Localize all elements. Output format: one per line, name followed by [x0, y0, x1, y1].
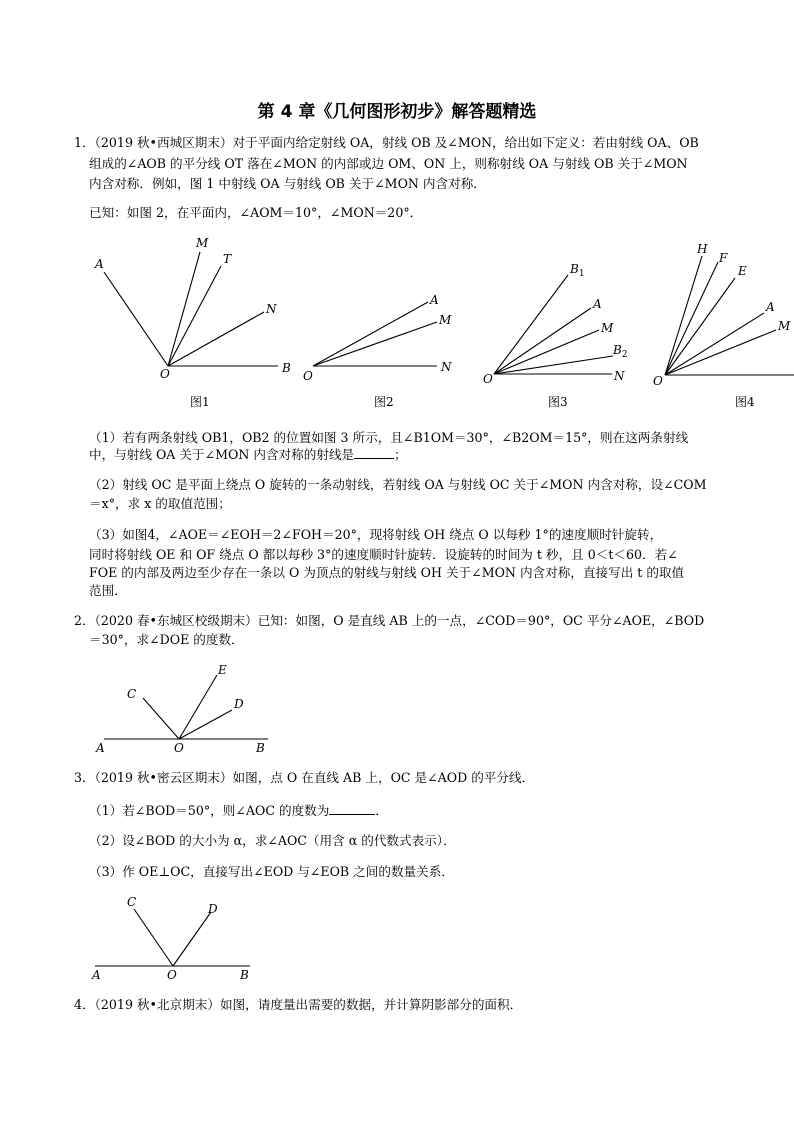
fig1-label-m: M	[196, 236, 209, 250]
fig3-label-o: O	[483, 372, 493, 386]
fig4-label-h: H	[697, 242, 708, 256]
q1-part2-line-1: （2）射线 OC 是平面上绕点 O 旋转的一条动射线，若射线 OA 与射线 OC 关于∠MON 内含对称，设∠COM	[89, 477, 707, 492]
fig3-label-b2: $B_2$	[613, 343, 628, 360]
q2-label-o: O	[174, 741, 184, 755]
q2-line-2: ＝30°，求∠DOE 的度数．	[89, 632, 244, 647]
q3-line-1: 3．（2019 秋•密云区期末）如图，点 O 在直线 AB 上，OC 是∠AOD 的平分线．	[74, 770, 535, 785]
fig1-label-a: A	[95, 257, 104, 271]
q3-label-b: B	[240, 968, 249, 982]
q3-part3: （3）作 OE⊥OC，直接写出∠EOD 与∠EOB 之间的数量关系．	[89, 864, 454, 879]
fig4-label-e: E	[738, 264, 747, 278]
q2-label-c: C	[127, 687, 137, 701]
q2-label-e: E	[218, 663, 227, 677]
q1-part3-line-1: （3）如图4，∠AOE＝∠EOH＝2∠FOH＝20°，现将射线 OH 绕点 O 以每秒 1°的速度顺时针旋转，	[89, 527, 663, 542]
fig4-label-a: A	[766, 300, 775, 314]
fig4-label-o: O	[653, 374, 663, 388]
q1-line-2: 组成的∠AOB 的平分线 OT 落在∠MON 的内部或边 OM、ON 上，则称射线 OA 与射线 OB 关于∠MON	[89, 156, 688, 171]
fig2-label-n: N	[441, 360, 452, 374]
fig3-label-m: M	[601, 321, 614, 335]
page-title: 第 4 章《几何图形初步》解答题精选	[257, 102, 537, 122]
fig1-caption: 图1	[190, 395, 210, 409]
q1-part1-line-1: （1）若有两条射线 OB1，OB2 的位置如图 3 所示，且∠B1OM＝30°，∠B2OM＝15°，则在这两条射线	[89, 430, 689, 445]
q1-part3-line-4: 范围．	[89, 583, 127, 598]
fig2-label-o: O	[303, 369, 313, 383]
q3-part1-text: （1）若∠BOD＝50°，则∠AOC 的度数为	[89, 803, 330, 818]
q2-label-d: D	[234, 697, 244, 711]
q4-line-1: 4．（2019 秋•北京期末）如图，请度量出需要的数据，并计算阴影部分的面积．	[74, 997, 523, 1012]
q1-part3-line-2: 同时将射线 OE 和 OF 绕点 O 都以每秒 3°的速度顺时针旋转．设旋转的时间为 t 秒，且 0＜t＜60．若∠	[89, 547, 678, 562]
q2-label-b: B	[256, 741, 265, 755]
fig3-label-b1: $B_1$	[570, 262, 585, 279]
q1-line-3: 内含对称．例如，图 1 中射线 OA 与射线 OB 关于∠MON 内含对称．	[89, 176, 486, 191]
q1-part1-text: 中，与射线 OA 关于∠MON 内含对称的射线是	[89, 447, 355, 462]
fig3-caption: 图3	[548, 395, 568, 409]
q3-label-a: A	[92, 968, 101, 982]
fig3-label-n: N	[614, 369, 625, 383]
fig2-label-a: A	[430, 293, 439, 307]
fig2-label-m: M	[439, 313, 452, 327]
fig1-label-o: O	[160, 367, 170, 381]
fig4-label-f: F	[719, 251, 728, 265]
q3-part2: （2）设∠BOD 的大小为 α，求∠AOC（用含 α 的代数式表示）．	[89, 833, 456, 848]
fig1-label-t: T	[223, 252, 232, 266]
fig1-label-n: N	[266, 302, 277, 316]
fig2-caption: 图2	[374, 395, 394, 409]
q3-part1-end: ．	[375, 803, 388, 818]
q1-line-1: 1．（2019 秋•西城区期末）对于平面内给定射线 OA，射线 OB 及∠MON，给出如下定义：若由射线 OA、OB	[74, 135, 699, 150]
q1-part3-line-3: FOE 的内部及两边至少存在一条以 O 为顶点的射线与射线 OH 关于∠MON 内含对称，直接写出 t 的取值	[89, 565, 685, 580]
q1-part1-end: ；	[394, 447, 407, 462]
q2-line-1: 2．（2020 春•东城区校级期末）已知：如图，O 是直线 AB 上的一点，∠COD＝90°，OC 平分∠AOE，∠BOD	[74, 613, 705, 628]
fig1-label-b: B	[282, 361, 291, 375]
q3-label-o: O	[167, 968, 177, 982]
q3-label-c: C	[127, 895, 137, 909]
fig3-label-a: A	[593, 297, 602, 311]
fig4-label-m: M	[778, 319, 791, 333]
q1-part2-line-2: ＝x°，求 x 的取值范围；	[89, 496, 231, 511]
q3-label-d: D	[208, 902, 218, 916]
q2-label-a: A	[96, 741, 105, 755]
fig4-caption: 图4	[735, 395, 755, 409]
q1-line-4: 已知：如图 2，在平面内，∠AOM＝10°，∠MON＝20°．	[89, 205, 423, 220]
